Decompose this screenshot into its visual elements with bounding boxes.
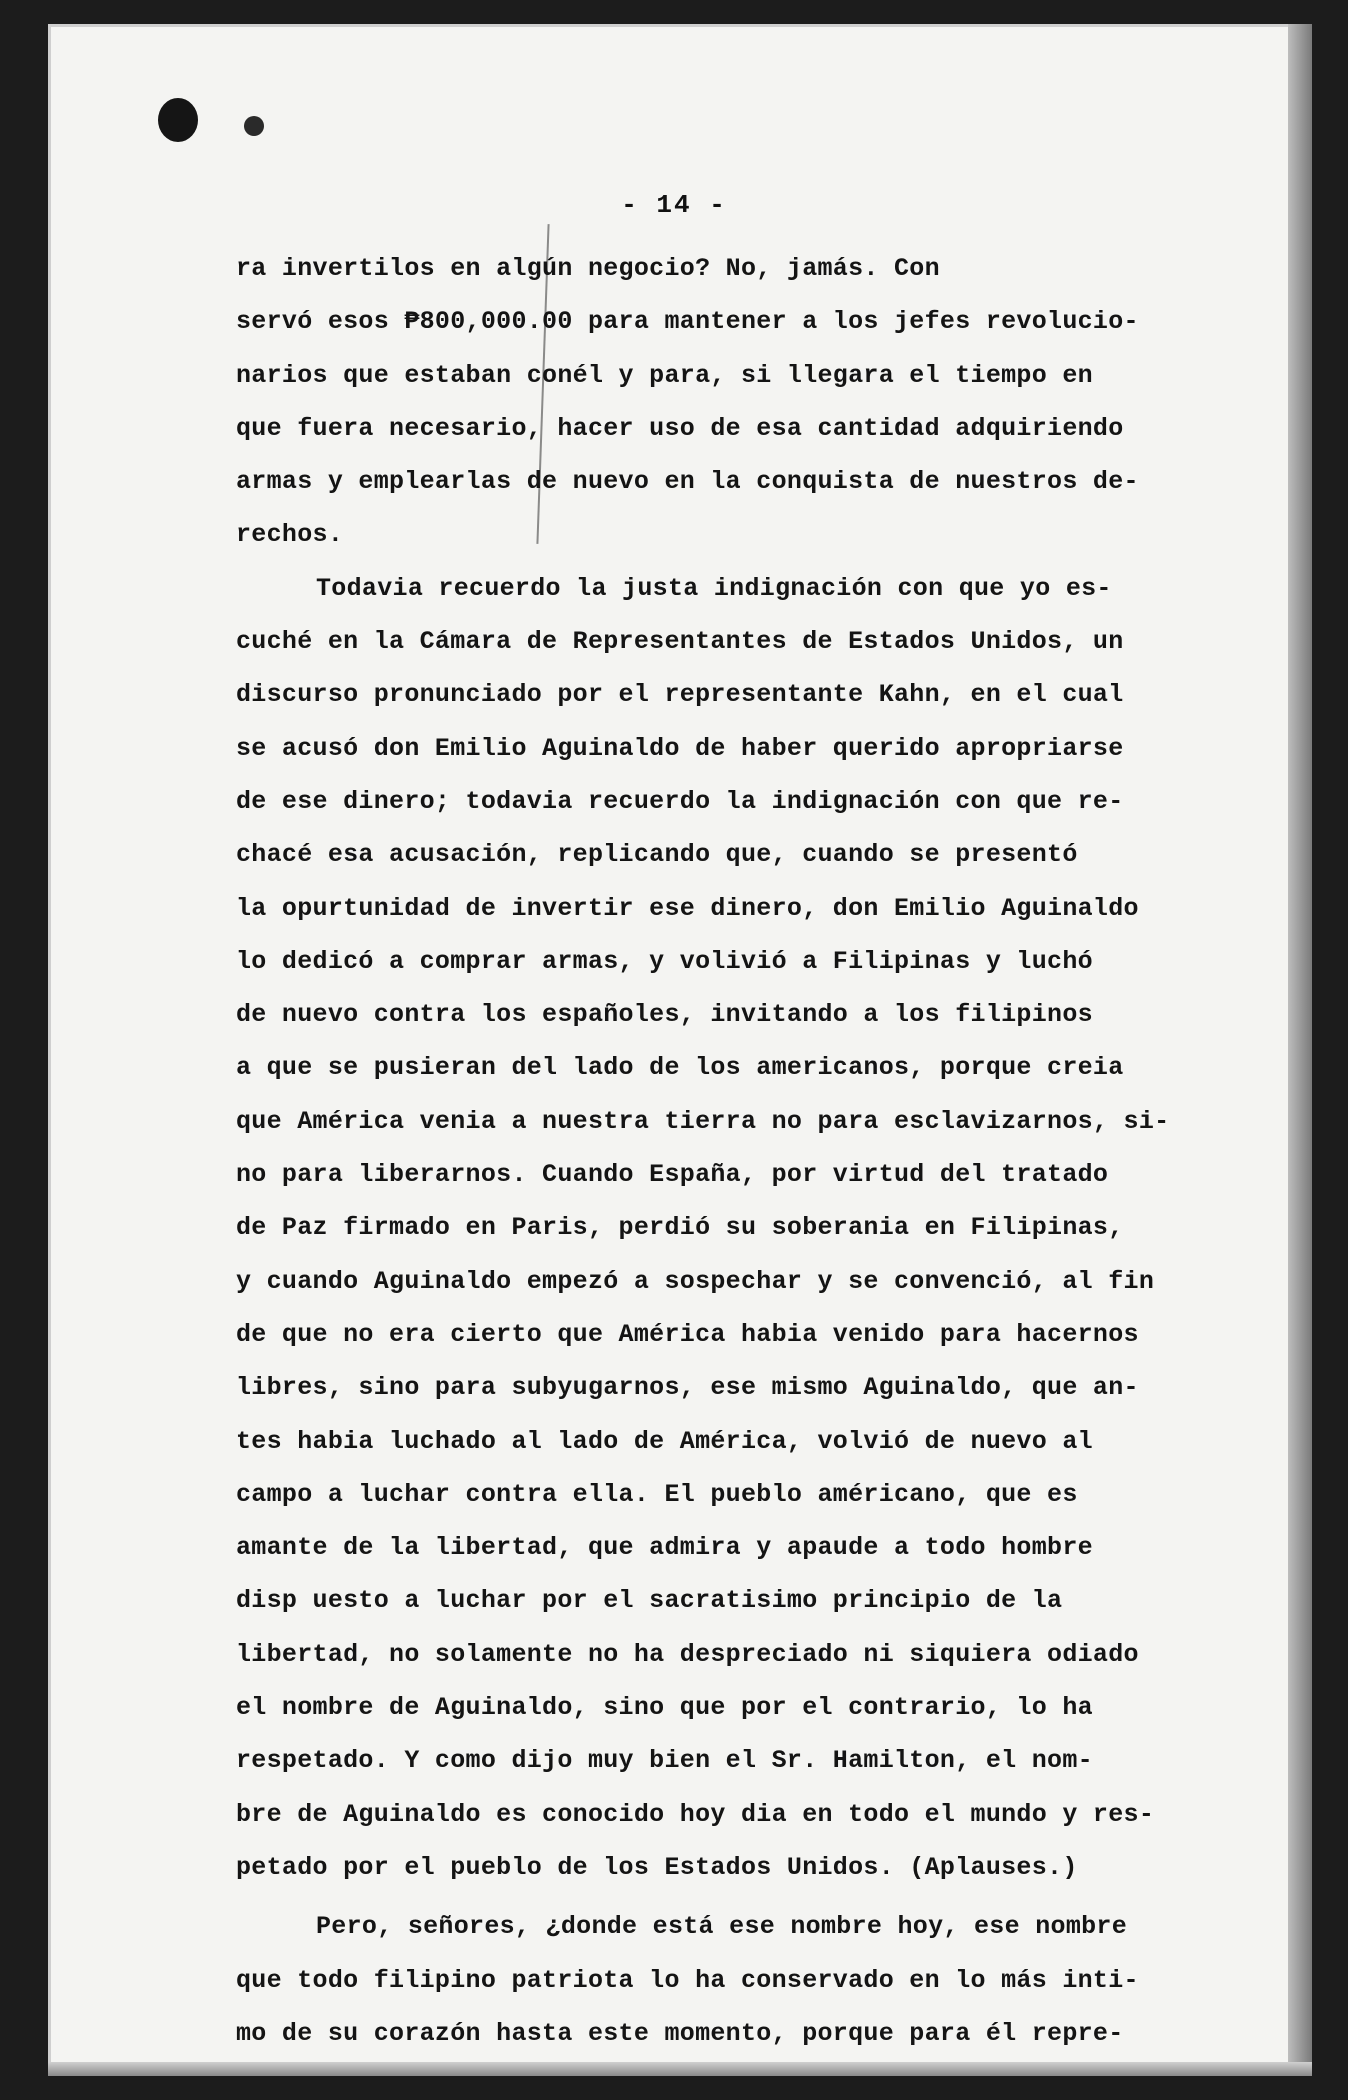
paragraph-1 xyxy=(236,242,1236,562)
text-line: el nombre de Aguinaldo, sino que por el contrario, lo ha xyxy=(236,1693,1093,1723)
text-line: de ese dinero; todavia recuerdo la indignación con que re- xyxy=(236,786,1124,816)
page-edge-bottom xyxy=(48,2062,1312,2076)
text-line: ra invertilos en algún negocio? No, jamás. Con xyxy=(236,254,940,283)
text-line: de nuevo contra los españoles, invitando a los filipinos xyxy=(236,1000,1093,1030)
text-line: cuché en la Cámara de Representantes de Estados Unidos, un xyxy=(236,627,1124,657)
text-line: que todo filipino patriota lo ha conservado en lo más inti- xyxy=(236,1965,1139,1995)
text-line: mo de su corazón hasta este momento, porque para él repre- xyxy=(236,2018,1124,2048)
text-line: campo a luchar contra ella. El pueblo américano, que es xyxy=(236,1479,1078,1509)
text-line: lo dedicó a comprar armas, y volivió a Filipinas y luchó xyxy=(236,946,1093,976)
ink-mark xyxy=(244,116,264,136)
text-line: amante de la libertad, que admira y apaude a todo hombre xyxy=(236,1533,1093,1563)
text-line: Todavia recuerdo la justa indignación con que yo es- xyxy=(316,573,1112,603)
text-line: y cuando Aguinaldo empezó a sospechar y se convenció, al fin xyxy=(236,1266,1155,1296)
text-line: servó esos ₱800,000.00 para mantener a los jefes revolucio- xyxy=(236,307,1139,337)
text-line: que América venia a nuestra tierra no para esclavizarnos, si- xyxy=(236,1106,1170,1136)
paragraph-2 xyxy=(236,562,1236,1894)
paragraph-3 xyxy=(236,1900,1236,2060)
punch-hole xyxy=(158,98,198,142)
text-line: que fuera necesario, hacer uso de esa cantidad adquiriendo xyxy=(236,413,1124,443)
text-line: a que se pusieran del lado de los americanos, porque creia xyxy=(236,1053,1124,1083)
text-line: libres, sino para subyugarnos, ese mismo Aguinaldo, que an- xyxy=(236,1373,1139,1403)
text-line: de Paz firmado en Paris, perdió su soberania en Filipinas, xyxy=(236,1213,1124,1243)
text-line: se acusó don Emilio Aguinaldo de haber querido apropriarse xyxy=(236,733,1124,763)
text-line: de que no era cierto que América habia venido para hacernos xyxy=(236,1319,1139,1349)
text-line: libertad, no solamente no ha despreciado ni siquiera odiado xyxy=(236,1639,1139,1669)
text-line: narios que estaban conél y para, si llegara el tiempo en xyxy=(236,360,1093,390)
text-line: armas y emplearlas de nuevo en la conquista de nuestros de- xyxy=(236,467,1139,497)
page-edge-right xyxy=(1288,24,1312,2076)
text-line: petado por el pueblo de los Estados Unidos. (Aplauses.) xyxy=(236,1852,1078,1882)
document-body xyxy=(236,242,1236,2060)
text-line: discurso pronunciado por el representante Kahn, en el cual xyxy=(236,680,1124,710)
text-line: bre de Aguinaldo es conocido hoy dia en todo el mundo y res- xyxy=(236,1799,1155,1829)
page-number: - 14 - xyxy=(621,190,727,220)
text-line: tes habia luchado al lado de América, volvió de nuevo al xyxy=(236,1426,1093,1456)
text-line: la opurtunidad de invertir ese dinero, don Emilio Aguinaldo xyxy=(236,893,1139,923)
text-line: respetado. Y como dijo muy bien el Sr. Hamilton, el nom- xyxy=(236,1746,1093,1776)
text-line: chacé esa acusación, replicando que, cuando se presentó xyxy=(236,840,1078,870)
text-line: Pero, señores, ¿donde está ese nombre hoy, ese nombre xyxy=(316,1912,1128,1942)
text-line: no para liberarnos. Cuando España, por virtud del tratado xyxy=(236,1160,1109,1190)
text-line: disp uesto a luchar por el sacratisimo principio de la xyxy=(236,1586,1063,1616)
text-line: rechos. xyxy=(236,520,344,550)
